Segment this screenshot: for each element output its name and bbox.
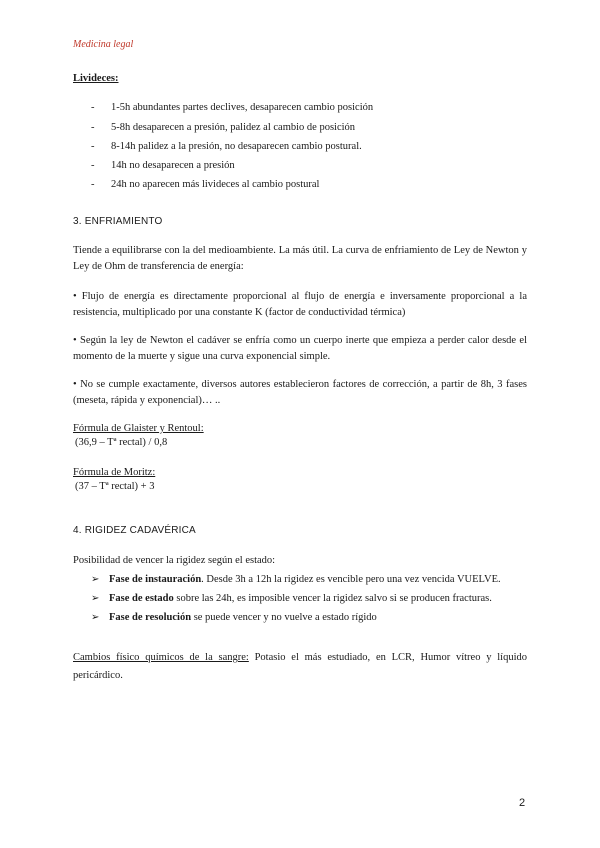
- list-item: [91, 178, 319, 192]
- list-item: [91, 573, 501, 587]
- cambios-label: Cambios físico químicos de la sangre:: [73, 652, 249, 663]
- phase-text: . Desde 3h a 12h la rigidez es vencible pero una vez vencida VUELVE.: [201, 574, 501, 585]
- list-item: [91, 121, 355, 135]
- formula-glaister: (36,9 – Tª rectal) / 0,8: [75, 437, 168, 448]
- phase-name: Fase de resolución: [109, 612, 192, 623]
- enfriamiento-point-2: • Según la ley de Newton el cadáver se enfría como un cuerpo inerte que empieza a perder calor desde el momento de la muerte y sigue una curva exponencial simple.: [73, 335, 527, 362]
- dash-bullet: -: [91, 160, 95, 171]
- phase-text: se puede vencer y no vuelve a estado rígido: [191, 612, 377, 623]
- list-item-text: 8-14h palidez a la presión, no desaparecen cambio postural.: [111, 141, 362, 152]
- list-item-text: 24h no aparecen más livideces al cambio postural: [111, 179, 320, 190]
- list-item-text: 1-5h abundantes partes declives, desaparecen cambio posición: [111, 102, 374, 113]
- running-header: Medicina legal: [73, 39, 134, 50]
- dash-bullet: -: [91, 102, 95, 113]
- list-item: [91, 611, 377, 625]
- formula-moritz: (37 – Tª rectal) + 3: [75, 481, 155, 492]
- enfriamiento-point-3: • No se cumple exactamente, diversos autores establecieron factores de corrección, a partir de 8h, 3 fases (meseta, rápida y exponencial)… ..: [73, 379, 527, 406]
- formula-glaister-label: Fórmula de Glaister y Rentoul:: [73, 423, 204, 434]
- phase-name: Fase de estado: [109, 593, 174, 604]
- rigidez-intro: Posibilidad de vencer la rigidez según el estado:: [73, 555, 276, 566]
- arrow-bullet-icon: ➢: [91, 612, 100, 623]
- cambios-text: Potasio el más estudiado, en LCR, Humor vítreo y líquido pericárdico.: [73, 652, 527, 681]
- phase-name: Fase de instauración: [109, 574, 202, 585]
- arrow-bullet-icon: ➢: [91, 574, 100, 585]
- section-title-rigidez: 4. RIGIDEZ CADAVÉRICA: [73, 525, 196, 536]
- arrow-bullet-icon: ➢: [91, 593, 100, 604]
- dash-bullet: -: [91, 179, 95, 190]
- formula-moritz-label: Fórmula de Moritz:: [73, 467, 156, 478]
- section-title-enfriamiento: 3. ENFRIAMIENTO: [73, 216, 163, 227]
- enfriamiento-intro: Tiende a equilibrarse con la del medioambiente. La más útil. La curva de enfriamiento de Ley de Newton y Ley de Ohm de transferencia de energía:: [73, 245, 527, 272]
- list-item: [91, 159, 235, 173]
- livideces-heading: Livideces:: [73, 73, 119, 84]
- list-item-text: 5-8h desaparecen a presión, palidez al cambio de posición: [111, 122, 356, 133]
- enfriamiento-point-1: • Flujo de energía es directamente proporcional al flujo de energía e inversamente proporcional a la resistencia, multiplicado por una constante K (factor de conductividad térmica): [73, 291, 527, 318]
- list-item: [91, 140, 362, 154]
- phase-text: sobre las 24h, es imposible vencer la rigidez salvo si se producen fracturas.: [173, 593, 492, 604]
- page-number: 2: [519, 797, 526, 809]
- list-item-text: 14h no desaparecen a presión: [111, 160, 235, 171]
- list-item: [91, 101, 373, 115]
- dash-bullet: -: [91, 122, 95, 133]
- cambios-paragraph: [73, 649, 527, 685]
- dash-bullet: -: [91, 141, 95, 152]
- list-item: [91, 592, 492, 606]
